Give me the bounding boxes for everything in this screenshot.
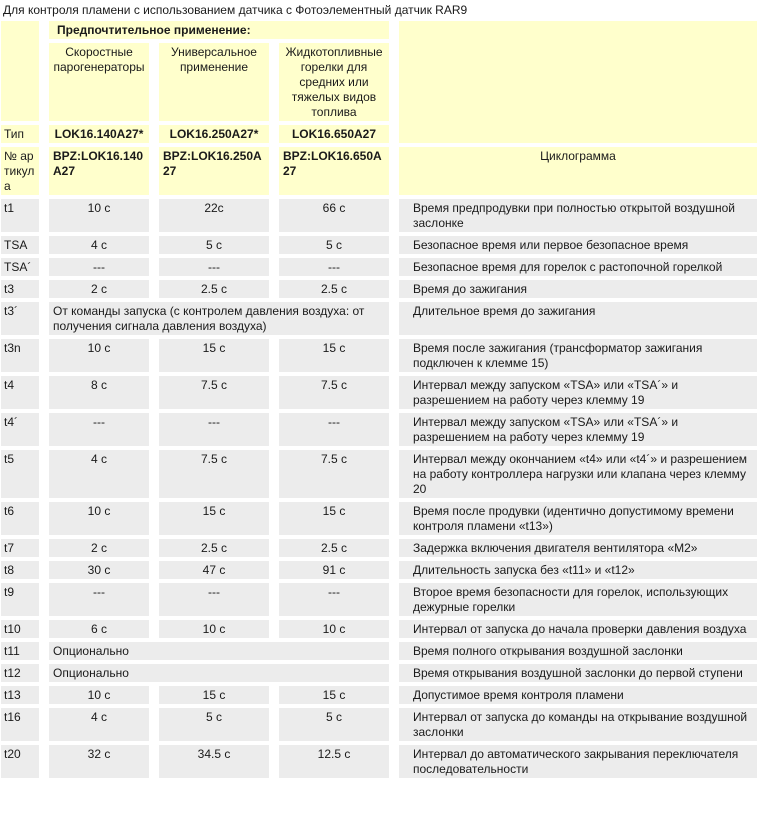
value-cell: 15 с xyxy=(279,502,389,535)
preferred-use-header: Предпочтительное применение: xyxy=(49,21,389,39)
column-header-universal: Универсальное применение xyxy=(159,43,269,121)
description-cell: Длительность запуска без «t11» и «t12» xyxy=(399,561,757,579)
type-row-label: Тип xyxy=(1,125,39,143)
description-cell: Время полного открывания воздушной заслонки xyxy=(399,642,757,660)
value-cell: --- xyxy=(49,413,149,446)
value-cell: 4 с xyxy=(49,450,149,498)
value-cell: 5 с xyxy=(279,708,389,741)
value-cell: 7.5 с xyxy=(279,450,389,498)
span-value-cell: Опционально xyxy=(49,642,389,660)
value-cell: 12.5 с xyxy=(279,745,389,778)
value-cell: 10 с xyxy=(159,620,269,638)
value-cell: 66 с xyxy=(279,199,389,232)
type-value: LOK16.250A27* xyxy=(159,125,269,143)
value-cell: 15 с xyxy=(279,686,389,704)
timing-spec-table xyxy=(1,21,757,778)
value-cell: --- xyxy=(159,583,269,616)
value-cell: 8 с xyxy=(49,376,149,409)
row-label: t6 xyxy=(1,502,39,535)
value-cell: --- xyxy=(279,413,389,446)
row-label: t10 xyxy=(1,620,39,638)
value-cell: 10 с xyxy=(49,686,149,704)
value-cell: 6 с xyxy=(49,620,149,638)
row-label: t3 xyxy=(1,280,39,298)
description-cell: Безопасное время для горелок с растопочной горелкой xyxy=(399,258,757,276)
cyclogram-header: Циклограмма xyxy=(399,147,757,195)
value-cell: 15 с xyxy=(159,502,269,535)
row-label: t3´ xyxy=(1,302,39,335)
description-cell: Второе время безопасности для горелок, использующих дежурные горелки xyxy=(399,583,757,616)
row-label: t12 xyxy=(1,664,39,682)
value-cell: 5 с xyxy=(279,236,389,254)
header-right-spacer xyxy=(399,21,757,143)
description-cell: Время предпродувки при полностью открытой воздушной заслонке xyxy=(399,199,757,232)
description-cell: Интервал до автоматического закрывания переключателя последовательности xyxy=(399,745,757,778)
row-label: t7 xyxy=(1,539,39,557)
value-cell: 30 с xyxy=(49,561,149,579)
value-cell: 10 с xyxy=(49,502,149,535)
row-label: t5 xyxy=(1,450,39,498)
row-label: t16 xyxy=(1,708,39,741)
row-label: t8 xyxy=(1,561,39,579)
description-cell: Время открывания воздушной заслонки до первой ступени xyxy=(399,664,757,682)
value-cell: 10 с xyxy=(49,199,149,232)
value-cell: --- xyxy=(49,583,149,616)
article-value: BPZ:LOK16.250A27 xyxy=(159,147,269,195)
value-cell: 5 с xyxy=(159,708,269,741)
description-cell: Задержка включения двигателя вентилятора «М2» xyxy=(399,539,757,557)
value-cell: 32 с xyxy=(49,745,149,778)
row-label: TSA xyxy=(1,236,39,254)
page-title: Для контроля пламени с использованием датчика с Фотоэлементный датчик RAR9 xyxy=(3,3,468,17)
value-cell: 10 с xyxy=(279,620,389,638)
value-cell: 2.5 с xyxy=(279,280,389,298)
row-label: t4´ xyxy=(1,413,39,446)
value-cell: 7.5 с xyxy=(159,376,269,409)
column-header-steam-generators: Скоростные парогенераторы xyxy=(49,43,149,121)
value-cell: --- xyxy=(279,258,389,276)
value-cell: 22с xyxy=(159,199,269,232)
value-cell: 2.5 с xyxy=(279,539,389,557)
value-cell: 15 с xyxy=(279,339,389,372)
column-header-oil-burners: Жидкотопливные горелки для средних или тяжелых видов топлива xyxy=(279,43,389,121)
row-label: t4 xyxy=(1,376,39,409)
row-label: t20 xyxy=(1,745,39,778)
description-cell: Интервал между запуском «TSA» или «TSA´» и разрешением на работу через клемму 19 xyxy=(399,413,757,446)
value-cell: 15 с xyxy=(159,339,269,372)
article-row-label: № артикула xyxy=(1,147,39,195)
value-cell: 5 с xyxy=(159,236,269,254)
value-cell: --- xyxy=(49,258,149,276)
value-cell: 47 с xyxy=(159,561,269,579)
value-cell: --- xyxy=(159,413,269,446)
value-cell: 2 с xyxy=(49,539,149,557)
value-cell: 2 с xyxy=(49,280,149,298)
value-cell: 91 с xyxy=(279,561,389,579)
span-value-cell: От команды запуска (с контролем давления воздуха: от получения сигнала давления воздуха) xyxy=(49,302,389,335)
description-cell: Время до зажигания xyxy=(399,280,757,298)
description-cell: Интервал от запуска до начала проверки давления воздуха xyxy=(399,620,757,638)
description-cell: Интервал между окончанием «t4» или «t4´» и разрешением на работу контроллера нагрузки или клапана через клемму 20 xyxy=(399,450,757,498)
span-value-cell: Опционально xyxy=(49,664,389,682)
description-cell: Интервал между запуском «TSA» или «TSA´» и разрешением на работу через клемму 19 xyxy=(399,376,757,409)
value-cell: 2.5 с xyxy=(159,539,269,557)
value-cell: 4 с xyxy=(49,236,149,254)
value-cell: 34.5 с xyxy=(159,745,269,778)
value-cell: --- xyxy=(159,258,269,276)
header-corner-cell xyxy=(1,21,39,121)
description-cell: Интервал от запуска до команды на открывание воздушной заслонки xyxy=(399,708,757,741)
type-value: LOK16.650A27 xyxy=(279,125,389,143)
description-cell: Безопасное время или первое безопасное время xyxy=(399,236,757,254)
row-label: t13 xyxy=(1,686,39,704)
row-label: TSA´ xyxy=(1,258,39,276)
article-value: BPZ:LOK16.650A27 xyxy=(279,147,389,195)
value-cell: 4 с xyxy=(49,708,149,741)
description-cell: Допустимое время контроля пламени xyxy=(399,686,757,704)
row-label: t11 xyxy=(1,642,39,660)
row-label: t9 xyxy=(1,583,39,616)
value-cell: 15 с xyxy=(159,686,269,704)
value-cell: --- xyxy=(279,583,389,616)
value-cell: 2.5 с xyxy=(159,280,269,298)
description-cell: Длительное время до зажигания xyxy=(399,302,757,335)
article-value: BPZ:LOK16.140A27 xyxy=(49,147,149,195)
value-cell: 10 с xyxy=(49,339,149,372)
description-cell: Время после зажигания (трансформатор зажигания подключен к клемме 15) xyxy=(399,339,757,372)
value-cell: 7.5 с xyxy=(159,450,269,498)
description-cell: Время после продувки (идентично допустимому времени контроля пламени «t13») xyxy=(399,502,757,535)
type-value: LOK16.140A27* xyxy=(49,125,149,143)
value-cell: 7.5 с xyxy=(279,376,389,409)
row-label: t1 xyxy=(1,199,39,232)
row-label: t3n xyxy=(1,339,39,372)
